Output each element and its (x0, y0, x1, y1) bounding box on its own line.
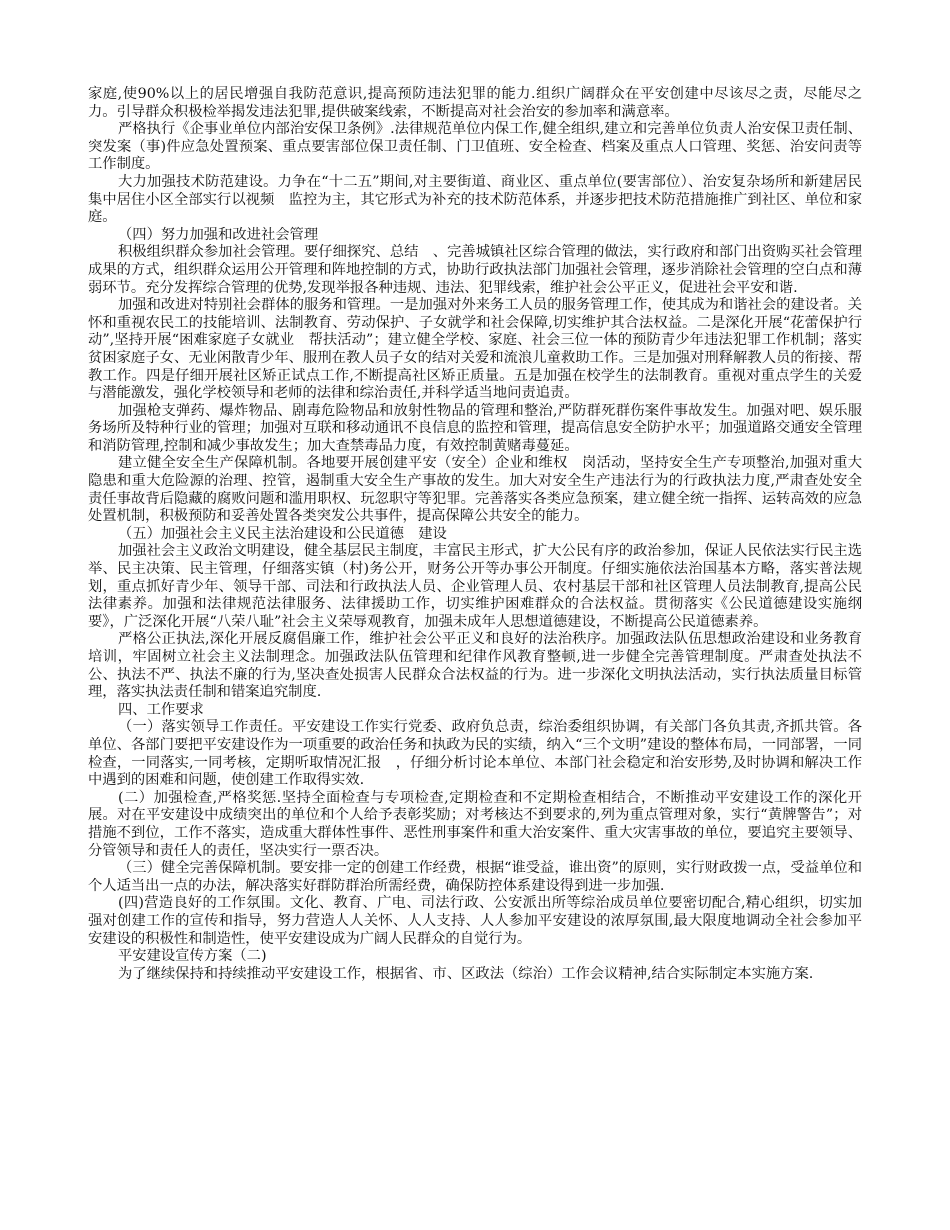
paragraph-15: （三）健全完善保障机制。要安排一定的创建工作经费，根据“谁受益，谁出资”的原则，实行财政拨一点，受益单位和个人适当出一点的办法，解决落实好群防群治所需经费，确保防控体系建设得到进一步加强. (88, 860, 862, 894)
paragraph-5: 积极组织群众参加社会管理。要仔细探究、总结 、完善城镇社区综合管理的做法，实行政府和部门出资购买社会管理成果的方式，组织群众运用公开管理和阵地控制的方式，协助行政执法部门加强社会管理，逐步消除社会管理的空白点和薄弱环节。充分发挥综合管理的优势,发现举报各种违规、违法、犯罪线索，维护社会公平正义，促进社会平安和谐. (88, 244, 862, 296)
paragraph-18: 为了继续保持和持续推动平安建设工作，根据省、市、区政法（综治）工作会议精神,结合实际制定本实施方案. (118, 965, 814, 982)
paragraph-10: 加强社会主义政治文明建设，健全基层民主制度，丰富民主形式，扩大公民有序的政治参加，保证人民依法实行民主选举、民主决策、民主管理，仔细落实镇（村)务公开，财务公开等办事公开制度。仔细实施依法治国基本方略，落实普法规划，重点抓好青少年、领导干部、司法和行政执法人员、企业管理人员、农村基层干部和社区管理人员法制教育,提高公民法律素养。加强和法律规范法律服务、法律援助工作，切实维护困难群众的合法权益。贯彻落实《公民道德建设实施纲要》，广泛深化开展“八荣八耻”社会主义荣辱观教育，加强未成年人思想道德建设，不断提高公民道德素养。 (88, 543, 862, 630)
paragraph-8: 建立健全安全生产保障机制。各地要开展创建平安（安全）企业和维权 岗活动，坚持安全生产专项整治,加强对重大隐患和重大危险源的治理、控管，遏制重大安全生产事故的发生。加大对安全生产违法行为的行政执法力度,严肃查处安全责任事故背后隐藏的腐败问题和滥用职权、玩忽职守等犯罪。完善落实各类应急预案，建立健全统一指挥、运转高效的应急处置机制，积极预防和妥善处置各类突发公共事件，提高保障公共安全的能力。 (88, 455, 862, 525)
paragraph-2: 严格执行《企事业单位内部治安保卫条例》.法律规范单位内保工作,健全组织,建立和完善单位负责人治安保卫责任制、突发案（事)件应急处置预案、重点要害部位保卫责任制、门卫值班、安全检查、档案及重点人口管理、奖惩、治安问责等工作制度。 (88, 121, 862, 173)
paragraph-14: (二）加强检查,严格奖惩.坚持全面检查与专项检查,定期检查和不定期检查相结合，不断推动平安建设工作的深化开展。对在平安建设中成绩突出的单位和个人给予表彰奖励；对考核达不到要求的,列为重点管理对象，实行“黄牌警告”；对措施不到位，工作不落实，造成重大群体性事件、恶性刑事案件和重大治安案件、重大灾害事故的单位，要追究主要领导、分管领导和责任人的责任，坚决实行一票否决。 (88, 789, 862, 859)
paragraph-13: （一）落实领导工作责任。平安建设工作实行党委、政府负总责，综治委组织协调，有关部门各负其责,齐抓共管。各单位、各部门要把平安建设作为一项重要的政治任务和执政为民的实绩，纳入“三个文明”建设的整体布局，一同部署，一同检查，一同落实,一同考核，定期听取情况汇报 ，仔细分析讨论本单位、本部门社会稳定和治安形势,及时协调和解决工作中遇到的困难和问题，使创建工作取得实效. (88, 719, 862, 789)
paragraph-1: 家庭,使90%以上的居民增强自我防范意识,提高预防违法犯罪的能力.组织广阔群众在平安创建中尽该尽之责，尽能尽之力。引导群众积极检举揭发违法犯罪,提供破案线索，不断提高对社会治安的参加率和满意率。 (88, 86, 862, 120)
section-heading-4: （四）努力加强和改进社会管理 (118, 226, 319, 243)
section-heading-work-requirements: 四、工作要求 (118, 701, 204, 718)
document-subtitle: 平安建设宣传方案（二) (118, 948, 267, 965)
paragraph-7: 加强枪支弹药、爆炸物品、剧毒危险物品和放射性物品的管理和整治,严防群死群伤案件事故发生。加强对吧、娱乐服务场所及特种行业的管理；加强对互联和移动通讯不良信息的监控和管理，提高信息安全防护水平；加强道路交通安全管理和消防管理,控制和减少事故发生；加大查禁毒品力度，有效控制黄赌毒蔓延。 (88, 402, 862, 454)
paragraph-16: (四)营造良好的工作氛围。文化、教育、广电、司法行政、公安派出所等综治成员单位要密切配合,精心组织，切实加强对创建工作的宣传和指导，努力营造人人关怀、人人支持、人人参加平安建设的浓厚氛围,最大限度地调动全社会参加平安建设的积极性和制造性，使平安建设成为广阔人民群众的自觉行为。 (88, 895, 862, 947)
paragraph-11: 严格公正执法,深化开展反腐倡廉工作，维护社会公平正义和良好的法治秩序。加强政法队伍思想政治建设和业务教育培训，牢固树立社会主义法制理念。加强政法队伍管理和纪律作风教育整顿,进一步健全完善管理制度。严肃查处执法不公、执法不严、执法不廉的行为,坚决查处损害人民群众合法权益的行为。进一步深化文明执法活动，实行执法质量目标管理，落实执法责任制和错案追究制度. (88, 631, 862, 701)
section-heading-5: （五）加强社会主义民主法治建设和公民道德 建设 (118, 525, 447, 542)
paragraph-3: 大力加强技术防范建设。力争在“十二五”期间,对主要街道、商业区、重点单位(要害部位）、治安复杂场所和新建居民集中居住小区全部实行以视频 监控为主，其它形式为补充的技术防范体系，并逐步把技术防范措施推广到社区、单位和家庭。 (88, 173, 862, 226)
paragraph-6: 加强和改进对特别社会群体的服务和管理。一是加强对外来务工人员的服务管理工作，使其成为和谐社会的建设者。关怀和重视农民工的技能培训、法制教育、劳动保护、子女就学和社会保障,切实维护其合法权益。二是深化开展“花蕾保护行动”,坚持开展“困难家庭子女就业 帮扶活动”；建立健全学校、家庭、社会三位一体的预防青少年违法犯罪工作机制；落实贫困家庭子女、无业闲散青少年、服刑在教人员子女的结对关爱和流浪儿童救助工作。三是加强对刑释解教人员的衔接、帮教工作。四是仔细开展社区矫正试点工作,不断提高社区矫正质量。五是加强在校学生的法制教育。重视对重点学生的关爱与潜能激发，强化学校领导和老师的法律和综治责任,并科学适当地问责追责。 (88, 297, 862, 402)
